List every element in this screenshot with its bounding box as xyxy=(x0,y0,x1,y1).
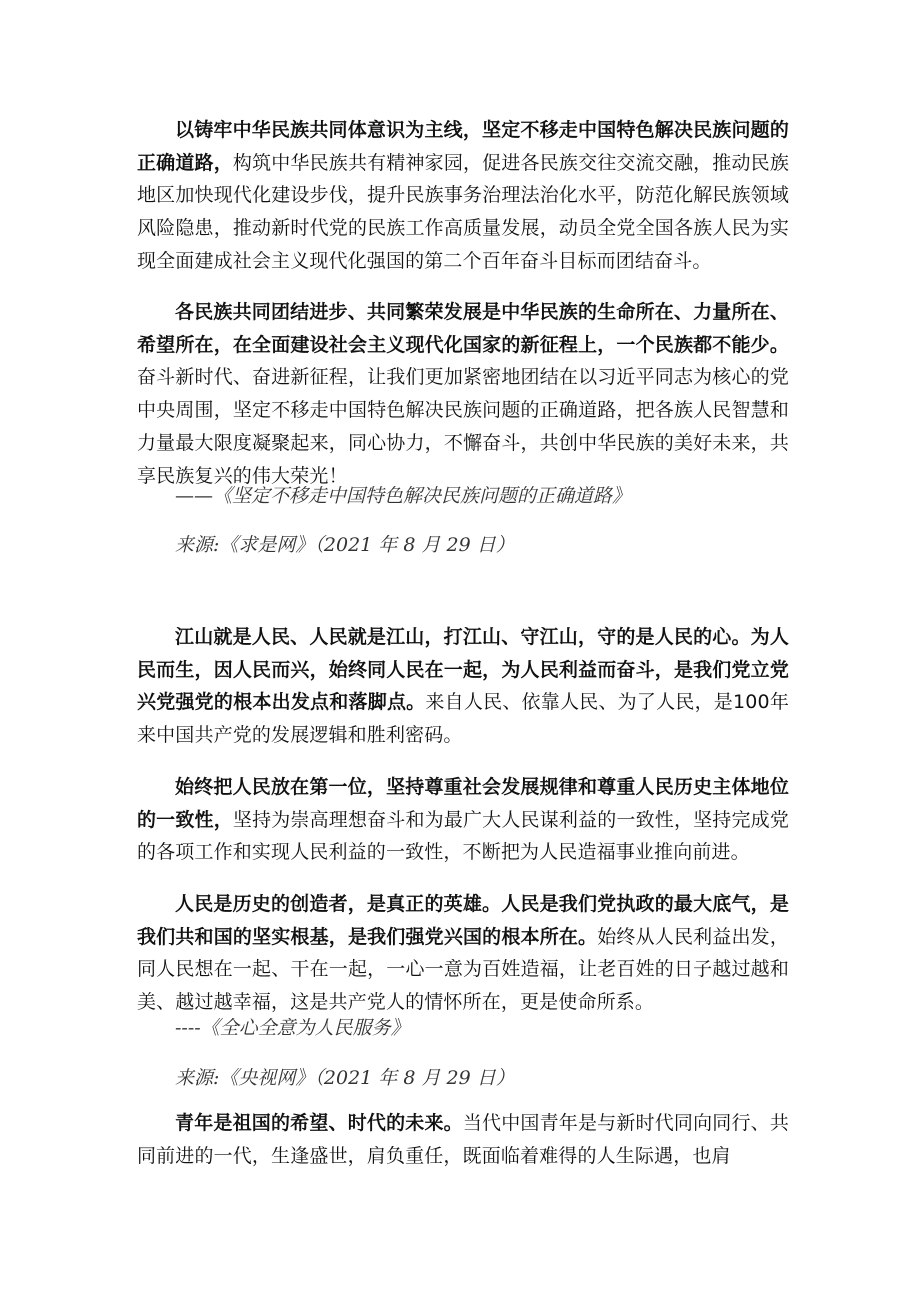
paragraph-4 xyxy=(137,771,789,869)
paragraph-3-text: 来自人民、依靠人民、为了人民，是100年来中国共产党的发展逻辑和胜利密码。 xyxy=(137,691,789,747)
citation-2-source: 来源:《央视网》（2021 年 8 月 29 日） xyxy=(175,1067,515,1089)
paragraph-2-bold: 各民族共同团结进步、共同繁荣发展是中华民族的生命所在、力量所在、希望所在，在全面建设社会主义现代化国家的新征程上，一个民族都不能少。 xyxy=(137,301,789,356)
citation-1-title: ——《坚定不移走中国特色解决民族问题的正确道路》 xyxy=(175,485,632,507)
citation-2-title: ----《全心全意为人民服务》 xyxy=(175,1017,410,1039)
paragraph-5 xyxy=(137,888,789,1019)
paragraph-1-bold: 以铸牢中华民族共同体意识为主线，坚定不移走中国特色解决民族问题的正确道路， xyxy=(137,119,789,174)
paragraph-4-bold: 始终把人民放在第一位，坚持尊重社会发展规律和尊重人民历史主体地位的一致性， xyxy=(137,776,789,831)
paragraph-1 xyxy=(137,114,789,278)
paragraph-6-text: 当代中国青年是与新时代同向同行、共同前进的一代，生逢盛世，肩负重任，既面临着难得的人生际遇，也肩 xyxy=(137,1112,789,1167)
paragraph-6 xyxy=(137,1107,789,1172)
paragraph-4-text: 坚持为崇高理想奋斗和为最广大人民谋利益的一致性，坚持完成党的各项工作和实现人民利益的一致性，不断把为人民造福事业推向前进。 xyxy=(137,808,789,864)
paragraph-6-bold: 青年是祖国的希望、时代的未来。 xyxy=(175,1112,463,1134)
paragraph-2 xyxy=(137,296,789,492)
paragraph-2-text: 奋斗新时代、奋进新征程，让我们更加紧密地团结在以习近平同志为核心的党中央周围，坚定不移走中国特色解决民族问题的正确道路，把各族人民智慧和力量最大限度凝聚起来，同心协力，不懈奋斗，共创中华民族的美好未来，共享民族复兴的伟大荣光！ xyxy=(137,366,789,487)
citation-1-source: 来源:《求是网》（2021 年 8 月 29 日） xyxy=(175,534,515,556)
paragraph-3 xyxy=(137,621,789,752)
paragraph-5-bold: 人民是历史的创造者，是真正的英雄。人民是我们党执政的最大底气，是我们共和国的坚实根基，是我们强党兴国的根本所在。 xyxy=(137,893,789,948)
paragraph-1-text: 构筑中华民族共有精神家园，促进各民族交往交流交融，推动民族地区加快现代化建设步伐，提升民族事务治理法治化水平，防范化解民族领域风险隐患，推动新时代党的民族工作高质量发展，动员全党全国各族人民为实现全面建成社会主义现代化强国的第二个百年奋斗目标而团结奋斗。 xyxy=(137,151,789,272)
paragraph-5-text: 始终从人民利益出发，同人民想在一起、干在一起，一心一意为百姓造福，让老百姓的日子越过越和美、越过越幸福，这是共产党人的情怀所在，更是使命所系。 xyxy=(137,925,789,1014)
paragraph-3-bold: 江山就是人民、人民就是江山，打江山、守江山，守的是人民的心。为人民而生，因人民而兴，始终同人民在一起，为人民利益而奋斗，是我们党立党兴党强党的根本出发点和落脚点。 xyxy=(137,626,789,714)
